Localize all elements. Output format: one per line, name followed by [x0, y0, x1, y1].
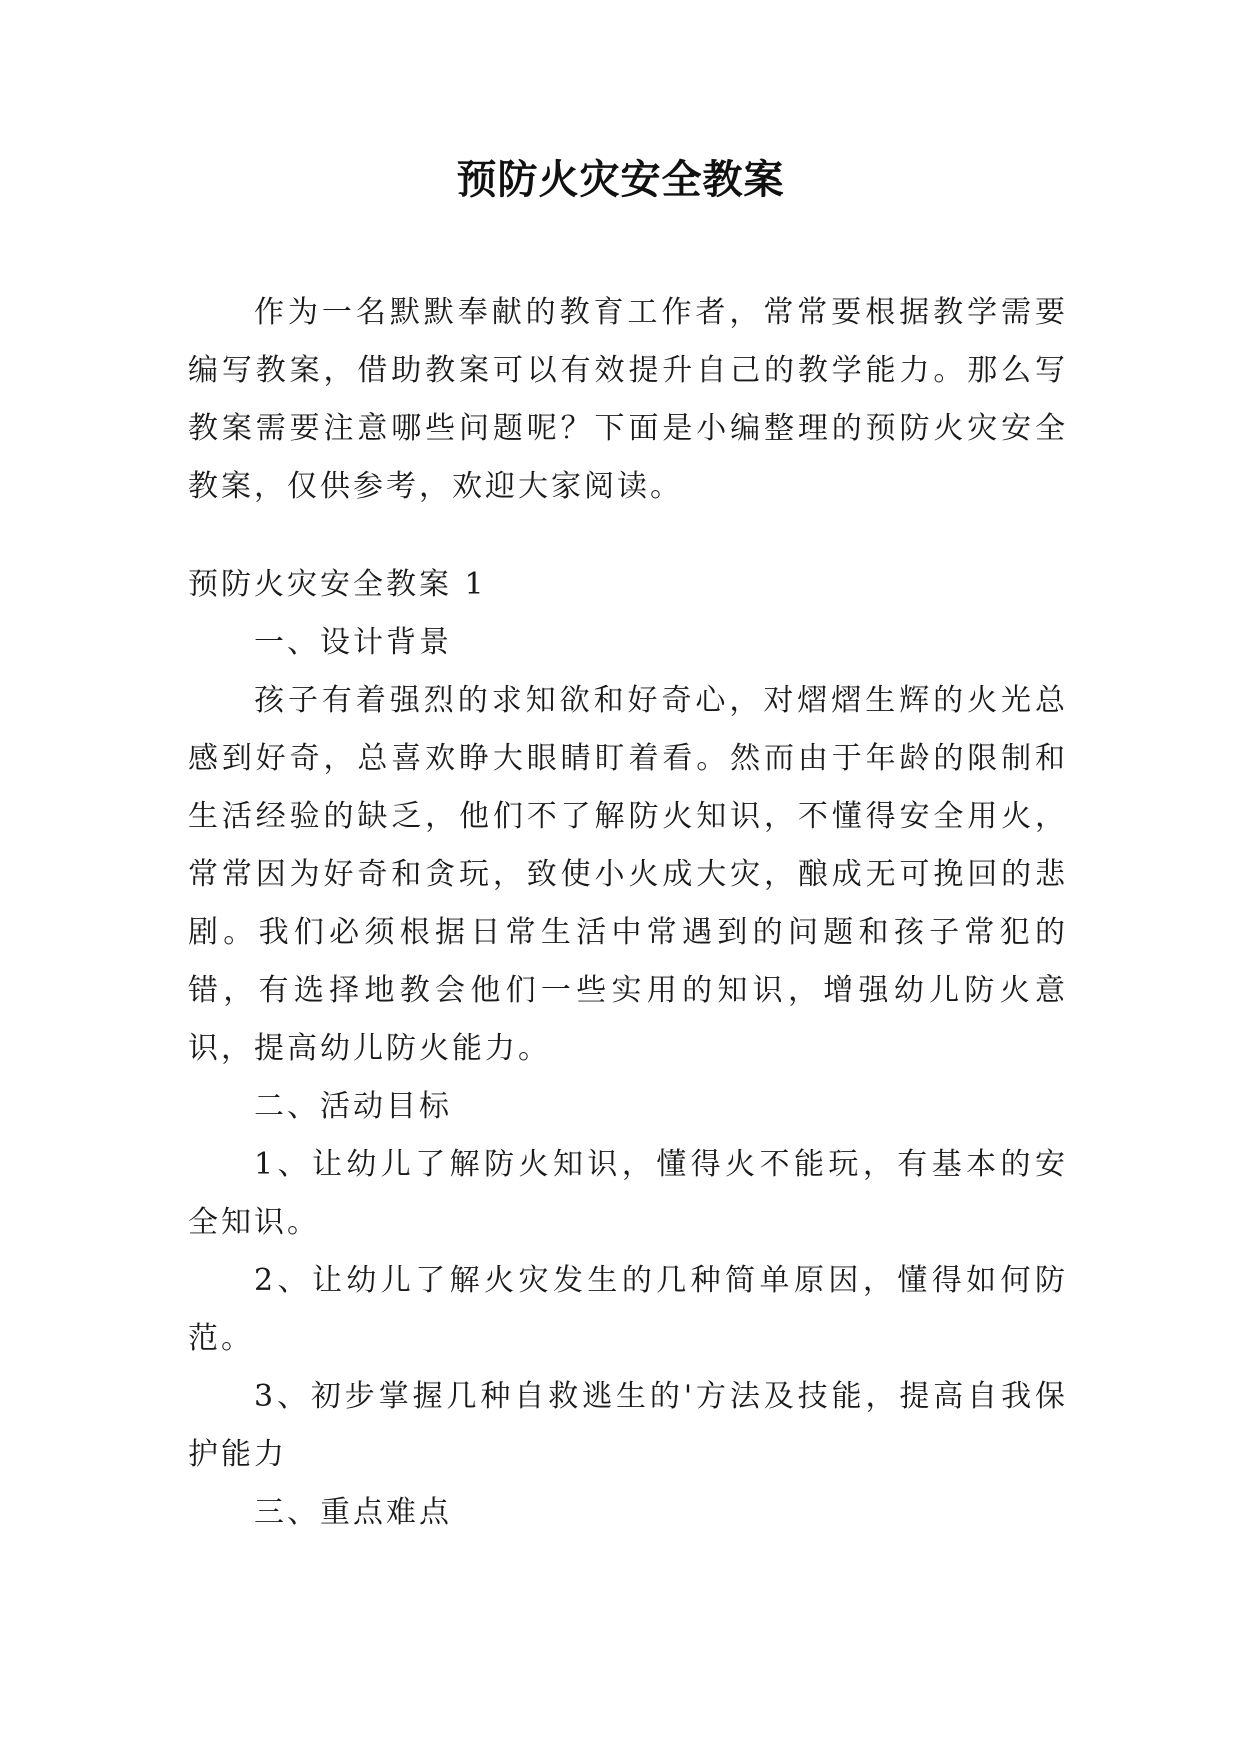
heading-background: 一、设计背景 — [254, 625, 452, 660]
background-paragraph: 孩子有着强烈的求知欲和好奇心，对熠熠生辉的火光总感到好奇，总喜欢睁大眼睛盯着看。然而由于年龄的限制和生活经验的缺乏，他们不了解防火知识，不懂得安全用火，常常因为好奇和贪玩，致使小火成大灾，酿成无可挽回的悲剧。我们必须根据日常生活中常遇到的问题和孩子常犯的错，有选择地教会他们一些实用的知识，增强幼儿防火意识，提高幼儿防火能力。 — [188, 683, 1068, 1066]
heading-key-points: 三、重点难点 — [254, 1495, 452, 1530]
spacer — [188, 516, 1068, 556]
goal-item-2: 2、让幼儿了解火灾发生的几种简单原因，懂得如何防范。 — [188, 1263, 1068, 1356]
goal-item-1: 1、让幼儿了解防火知识，懂得火不能玩，有基本的安全知识。 — [188, 1147, 1068, 1240]
section-title: 预防火灾安全教案 1 — [188, 567, 487, 602]
intro-paragraph: 作为一名默默奉献的教育工作者，常常要根据教学需要编写教案，借助教案可以有效提升自己的教学能力。那么写教案需要注意哪些问题呢？下面是小编整理的预防火灾安全教案，仅供参考，欢迎大家阅读。 — [188, 295, 1068, 504]
heading-goals: 二、活动目标 — [254, 1089, 452, 1124]
goal-item-3: 3、初步掌握几种自救逃生的'方法及技能，提高自我保护能力 — [188, 1379, 1068, 1472]
document-body — [188, 284, 1068, 1542]
document-title: 预防火灾安全教案 — [456, 156, 785, 203]
